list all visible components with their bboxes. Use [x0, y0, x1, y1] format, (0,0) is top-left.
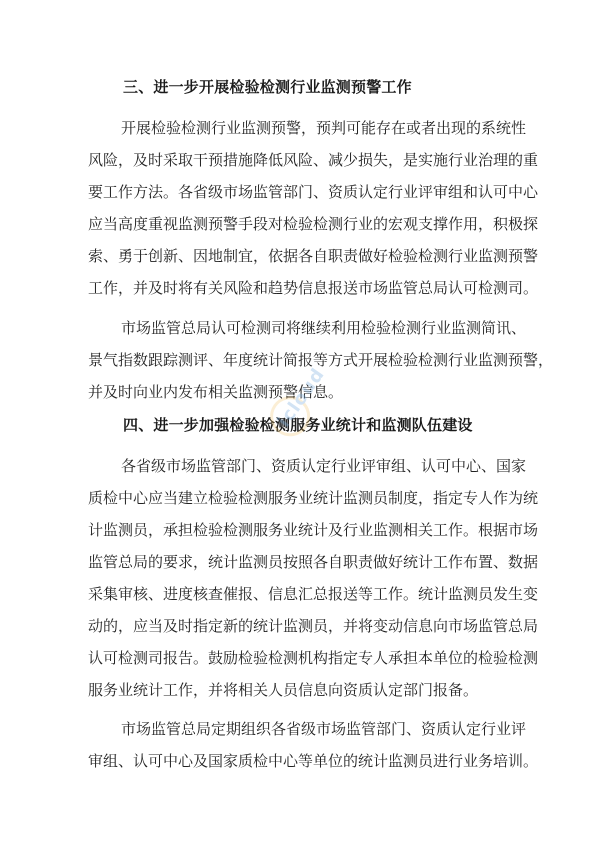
paragraph-line: 认可检测司报告。鼓励检验检测机构指定专人承担本单位的检验检测 [88, 649, 539, 667]
section-3-heading: 三、进一步开展检验检测行业监测预警工作 [123, 78, 412, 96]
paragraph-line: 审组、认可中心及国家质检中心等单位的统计监测员进行业务培训。 [88, 752, 539, 770]
paragraph-line: 质检中心应当建立检验检测服务业统计监测员制度，指定专人作为统 [88, 489, 539, 507]
paragraph-line: 开展检验检测行业监测预警，预判可能存在或者出现的系统性 [121, 119, 527, 137]
watermark-logo [250, 362, 345, 462]
paragraph-line: 并及时向业内发布相关监测预警信息。 [88, 383, 344, 401]
paragraph-line: 风险，及时采取干预措施降低风险、减少损失，是实施行业治理的重 [88, 151, 539, 169]
paragraph-line: 市场监管总局认可检测司将继续利用检验检测行业监测简讯、 [121, 319, 527, 337]
paragraph-line: 监管总局的要求，统计监测员按照各自职责做好统计工作布置、数据 [88, 553, 539, 571]
paragraph-line: 采集审核、进度核查催报、信息汇总报送等工作。统计监测员发生变 [88, 585, 539, 603]
paragraph-line: 各省级市场监管部门、资质认定行业评审组、认可中心、国家 [121, 457, 527, 475]
paragraph-line: 市场监管总局定期组织各省级市场监管部门、资质认定行业评 [121, 720, 527, 738]
paragraph-line: 景气指数跟踪测评、年度统计简报等方式开展检验检测行业监测预警， [88, 351, 554, 369]
paragraph-line: 服务业统计工作，并将相关人员信息向资质认定部门报备。 [88, 681, 479, 699]
paragraph-line: 计监测员，承担检验检测服务业统计及行业监测相关工作。根据市场 [88, 521, 539, 539]
watermark-text: icloud [273, 364, 330, 432]
paragraph-line: 应当高度重视监测预警手段对检验检测行业的宏观支撑作用，积极探 [88, 215, 539, 233]
paragraph-line: 动的，应当及时指定新的统计监测员，并将变动信息向市场监管总局 [88, 617, 539, 635]
paragraph-line: 索、勇于创新、因地制宜，依据各自职责做好检验检测行业监测预警 [88, 247, 539, 265]
section-4-heading: 四、进一步加强检验检测服务业统计和监测队伍建设 [123, 416, 473, 434]
paragraph-line: 要工作方法。各省级市场监管部门、资质认定行业评审组和认可中心 [88, 183, 539, 201]
paragraph-line: 工作，并及时将有关风险和趋势信息报送市场监管总局认可检测司。 [88, 279, 539, 297]
